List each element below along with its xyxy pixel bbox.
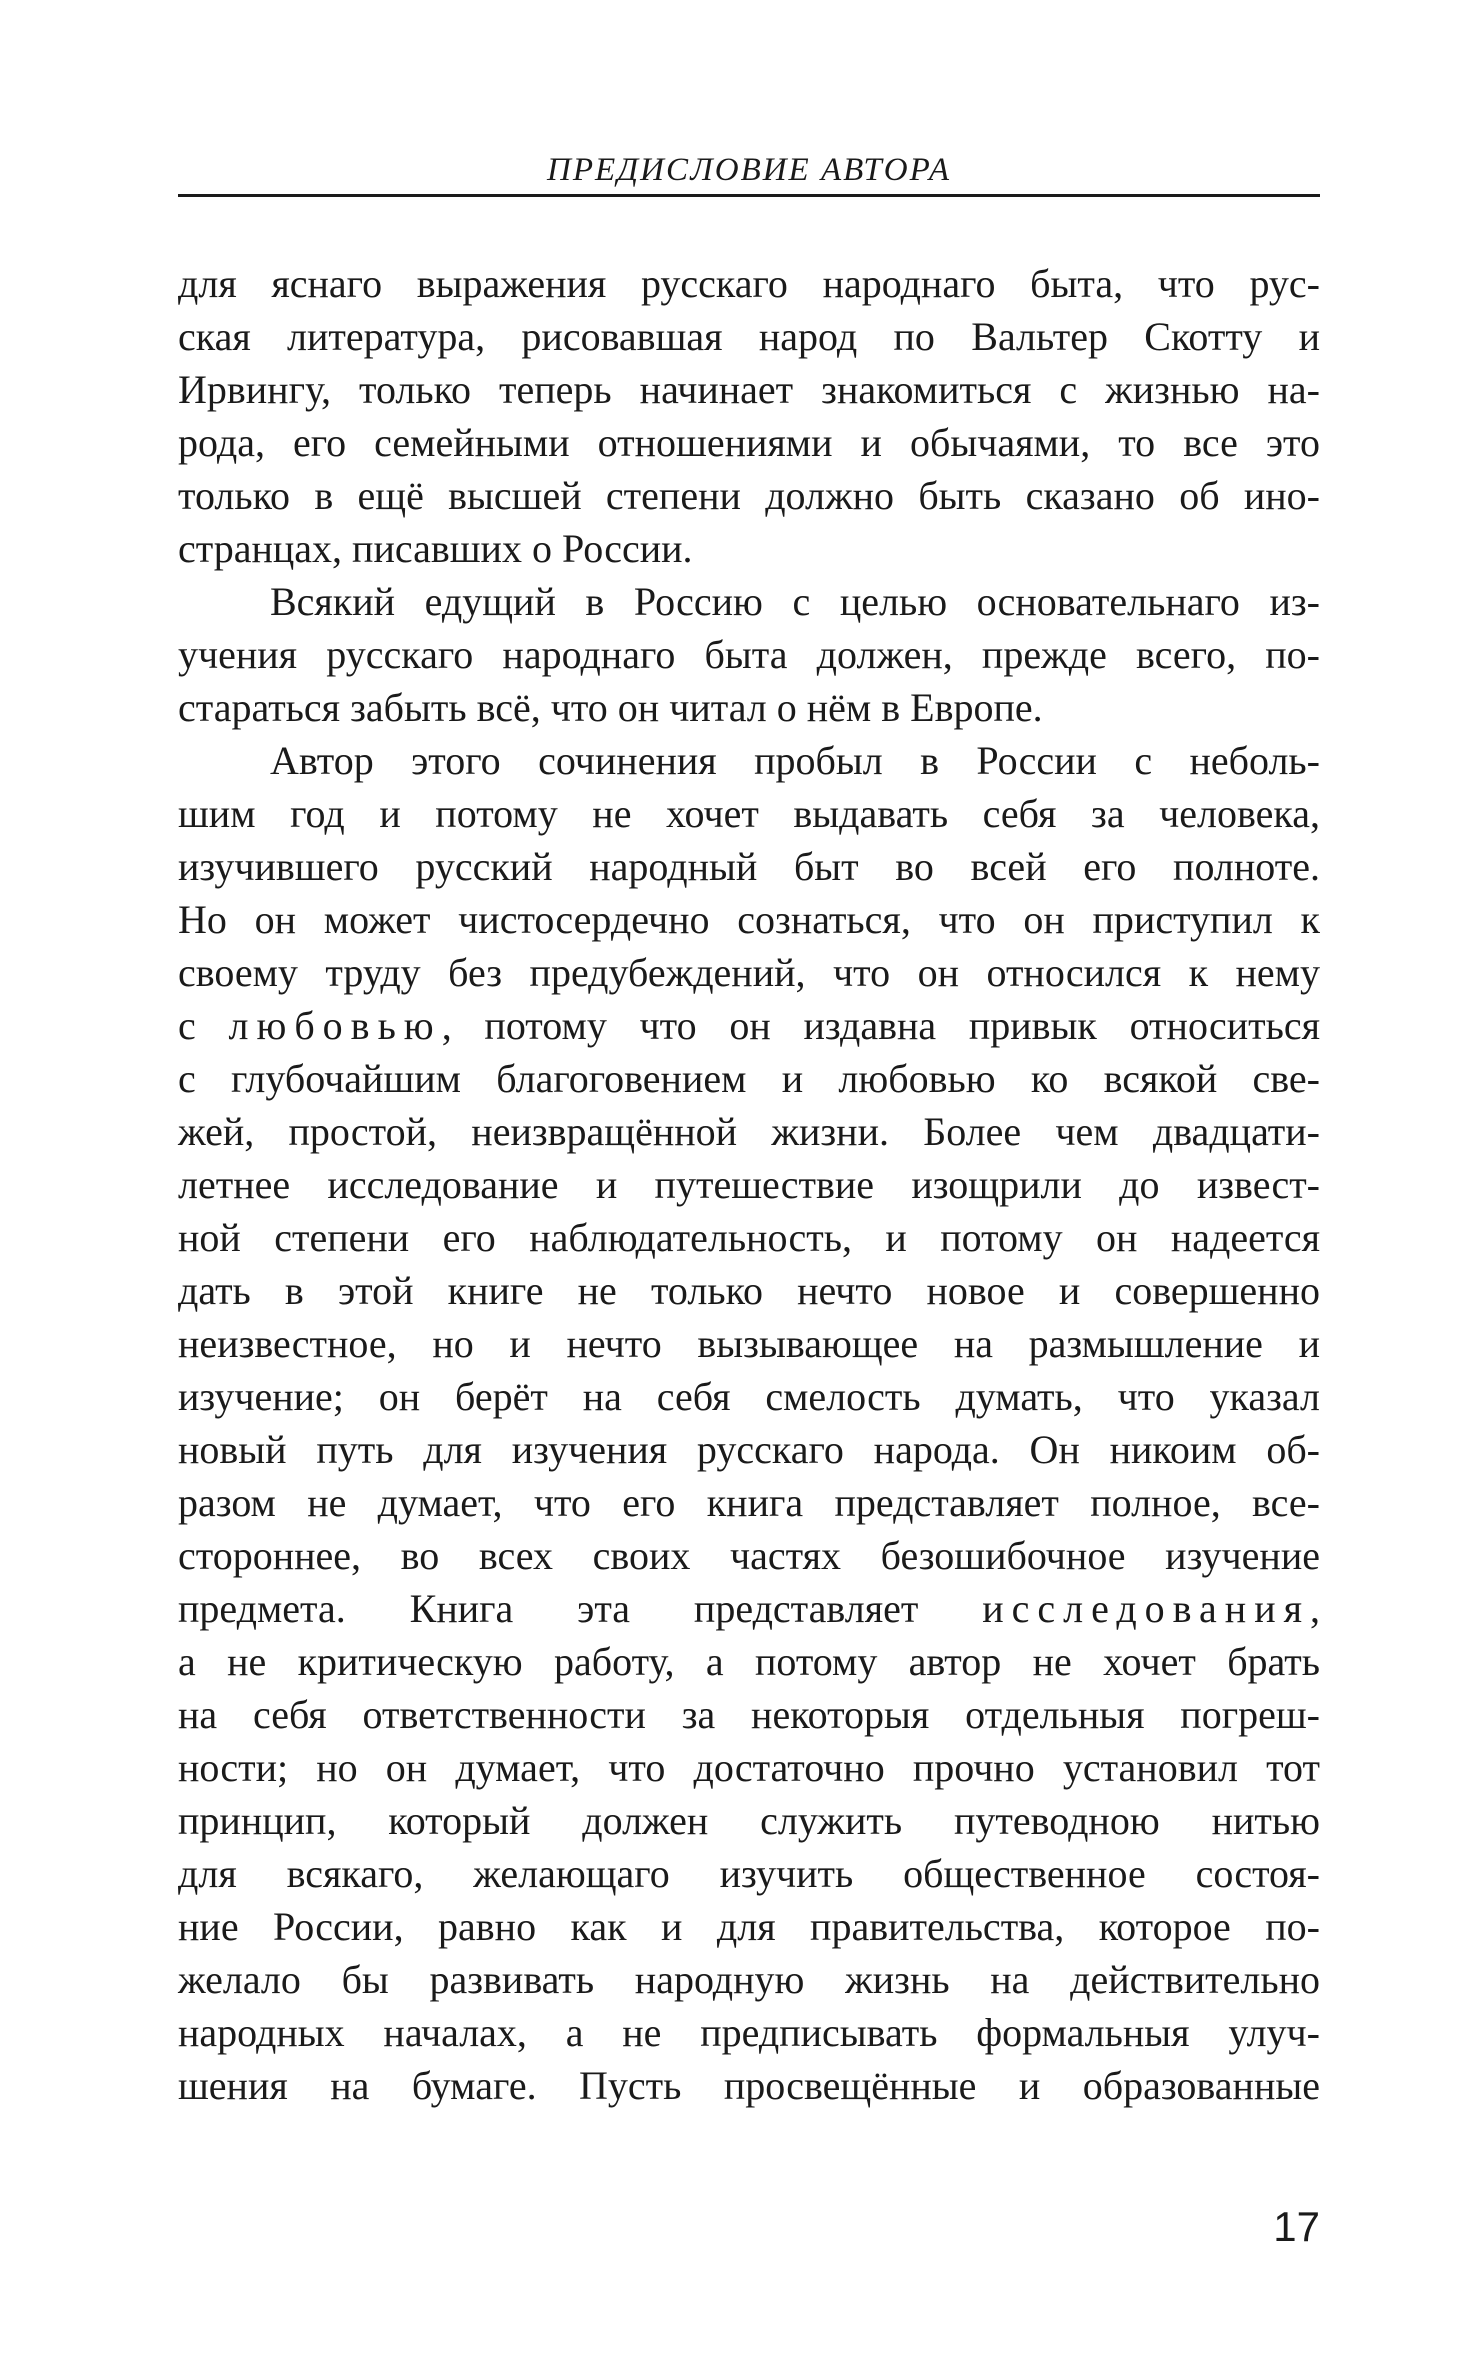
text-line: изучившего русский народный быт во всей его полноте. [178,844,1320,889]
running-head: ПРЕДИСЛОВИЕ АВТОРА [547,152,951,188]
text-line: рода, его семейными отношениями и обычаями, то все это [178,420,1320,465]
text-line: изучение; он берёт на себя смелость думать, что указал [178,1374,1320,1419]
text-line: Автор этого сочинения пробыл в России с неболь- [270,738,1320,783]
text-line: а не критическую работу, а потому автор не хочет брать [178,1639,1320,1684]
text-line: для всякаго, желающаго изучить общественное состоя- [178,1851,1320,1896]
text-line: новый путь для изучения русскаго народа. Он никоим об- [178,1427,1320,1472]
text-line: летнее исследование и путешествие изощрили до извест- [178,1162,1320,1207]
text-line: ская литература, рисовавшая народ по Вальтер Скотту и [178,314,1320,359]
text-line: народных началах, а не предписывать формальныя улуч- [178,2010,1320,2055]
page-number: 17 [1273,2203,1320,2250]
text-line: жей, простой, неизвращённой жизни. Более чем двадцати- [178,1109,1320,1154]
text-line: разом не думает, что его книга представляет полное, все- [178,1480,1320,1525]
text-line: дать в этой книге не только нечто новое и совершенно [178,1268,1320,1313]
text-line: Но он может чистосердечно сознаться, что он приступил к [178,897,1320,942]
text-line: на себя ответственности за некоторыя отдельныя погреш- [178,1692,1320,1737]
text-line: желало бы развивать народную жизнь на действительно [178,1957,1320,2002]
text-line: для яснаго выражения русскаго народнаго быта, что рус- [178,261,1320,306]
text-line: стараться забыть всё, что он читал о нём в Европе. [178,685,1043,730]
text-line: с любовью, потому что он издавна привык относиться [178,1003,1320,1048]
emphasized-word: исследования [982,1586,1310,1631]
text-line: только в ещё высшей степени должно быть сказано об ино- [178,473,1320,518]
text-line: странцах, писавших о России. [178,526,693,571]
text-line: Всякий едущий в Россию с целью основательнаго из- [270,579,1320,624]
text-line: неизвестное, но и нечто вызывающее на размышление и [178,1321,1320,1366]
text-line: стороннее, во всех своих частях безошибочное изучение [178,1533,1320,1578]
header-rule [178,194,1320,197]
text-line: шим год и потому не хочет выдавать себя за человека, [178,791,1320,836]
text-line: своему труду без предубеждений, что он относился к нему [178,950,1320,995]
text-line: ности; но он думает, что достаточно прочно установил тот [178,1745,1320,1790]
text-line: ной степени его наблюдательность, и потому он надеется [178,1215,1320,1260]
text-line: предмета. Книга эта представляет исследования, [178,1586,1320,1631]
emphasized-word: любовью [228,1003,442,1048]
text-line: учения русскаго народнаго быта должен, прежде всего, по- [178,632,1320,677]
text-line: шения на бумаге. Пусть просвещённые и образованные [178,2063,1320,2108]
text-line: Ирвингу, только теперь начинает знакомиться с жизнью на- [178,367,1320,412]
text-line: принцип, который должен служить путеводною нитью [178,1798,1320,1843]
text-line: ние России, равно как и для правительства, которое по- [178,1904,1320,1949]
text-line: с глубочайшим благоговением и любовью ко всякой све- [178,1056,1320,1101]
